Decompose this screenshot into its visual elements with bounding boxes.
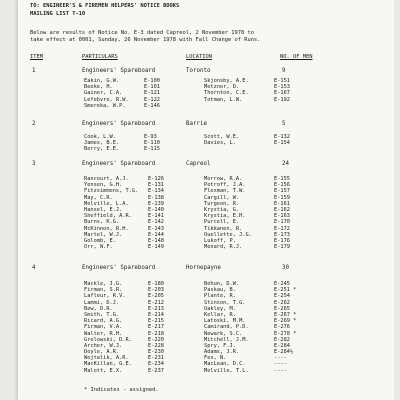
list-item: Lafleur, R.V. xyxy=(84,293,126,300)
section-1-right-numbers xyxy=(274,78,290,103)
list-item: Fex, N. xyxy=(204,355,227,362)
list-item: Martel, W.J. xyxy=(84,231,123,238)
list-item: ---- xyxy=(274,361,287,368)
list-item: Newark, S.C. xyxy=(204,330,243,337)
list-item: Tikkanen, R. xyxy=(204,225,243,232)
section-1-item: 1 xyxy=(32,68,36,74)
list-item: Gainer, C.A. xyxy=(84,90,123,97)
list-item: E-203 xyxy=(148,287,164,294)
list-item: Berry, E.E. xyxy=(84,146,120,153)
list-item: E-153 xyxy=(274,84,290,91)
list-item: Firman, S.R. xyxy=(84,287,123,294)
section-2-left-names xyxy=(84,134,119,153)
list-item: E-262 xyxy=(274,299,290,306)
list-item: Krystia, G. xyxy=(204,206,240,213)
list-item: E-151 xyxy=(274,78,290,84)
list-item: E-170 xyxy=(274,219,290,226)
list-item: E-220 xyxy=(148,336,164,343)
list-item: E-148 xyxy=(148,237,164,244)
list-item: Lukoff, P. xyxy=(204,237,236,244)
list-item: Mackle, J.G. xyxy=(84,281,123,287)
list-item: McKinnon, R.H. xyxy=(84,225,129,232)
section-1-left-numbers xyxy=(144,78,160,109)
list-item: E-212 xyxy=(148,299,164,306)
to-line: TO: ENGINEER'S & FIREMEN HELPERS' NOTICE BOOKS xyxy=(30,3,180,9)
list-item: Davies, L. xyxy=(204,140,236,147)
list-item: E-214 xyxy=(148,311,164,318)
list-item: E-154 xyxy=(274,140,290,147)
list-item: E-162 xyxy=(274,206,290,213)
list-item: Latoski, M.M. xyxy=(204,318,246,325)
section-4-right-numbers xyxy=(274,281,296,374)
list-item: MacLean, D.C. xyxy=(204,361,246,368)
list-item: E-231 xyxy=(148,355,164,362)
list-item: Lefebvre, R.W. xyxy=(84,96,129,103)
list-item: Melville, T.L. xyxy=(204,367,249,374)
list-item: E-230 xyxy=(148,349,164,356)
list-item: E-110 xyxy=(144,140,160,147)
list-item: E-176 xyxy=(274,237,290,244)
column-header-particulars: PARTICULARS xyxy=(82,54,118,60)
section-2-right-names xyxy=(204,134,239,146)
intro-line-2: take effect at 0001, Sunday, 26 November 1978 with Fall Change of Runs. xyxy=(30,37,261,43)
list-item: Adams, J.R. xyxy=(204,349,240,356)
list-item: E-284½ xyxy=(274,349,294,356)
list-item: Firman, V.A. xyxy=(84,324,123,331)
list-item: E-173 xyxy=(274,231,290,238)
list-item: Morrow, R.A. xyxy=(204,176,243,182)
list-item: Bew, D.R. xyxy=(84,305,113,312)
list-item: E-282 xyxy=(274,336,290,343)
section-1-count: 9 xyxy=(282,68,286,74)
list-item: Menard, R.J. xyxy=(204,244,243,251)
list-item: E-122 xyxy=(144,96,160,103)
list-item: Doyle, A.R. xyxy=(84,349,120,356)
section-3-item: 3 xyxy=(32,161,36,167)
list-item: Grelowski, D.R. xyxy=(84,336,132,343)
section-3-right-names xyxy=(204,176,252,250)
list-item: E-146 xyxy=(144,102,160,109)
list-item: E-245 xyxy=(274,281,290,287)
list-item: E-121 xyxy=(144,90,160,97)
list-item: Melville, L.A. xyxy=(84,200,129,207)
section-4-right-names xyxy=(204,281,249,374)
list-item: Wojtalik, A.R. xyxy=(84,355,129,362)
list-item: E-142 xyxy=(148,219,164,226)
list-item: Turgeon, R. xyxy=(204,200,240,207)
list-item: E-134 xyxy=(148,188,164,195)
list-item: Archer, W.J. xyxy=(84,342,123,349)
list-item: Walter, R.H. xyxy=(84,330,123,337)
section-3-right-numbers xyxy=(274,176,290,250)
list-item: Ouellette, J.G. xyxy=(204,231,252,238)
list-item: Eakin, G.W. xyxy=(84,78,120,84)
list-item: E-228 xyxy=(148,342,164,349)
section-2-location: Barrie xyxy=(186,121,207,127)
list-item: E-172 xyxy=(274,225,290,232)
section-2-particulars: Engineers' Spareboard xyxy=(82,121,156,127)
list-item: Plante, R. xyxy=(204,293,236,300)
section-3-count: 24 xyxy=(282,161,289,167)
list-item: E-218 xyxy=(148,330,164,337)
list-item: Smereka, W.P. xyxy=(84,102,126,109)
section-2-item: 2 xyxy=(32,121,36,127)
list-item: Petroff, J.A. xyxy=(204,182,246,189)
list-item: E-159 xyxy=(274,194,290,201)
list-item: E-254 xyxy=(274,293,290,300)
list-item: Flexman, T.W. xyxy=(204,188,246,195)
mailing-list-line: MAILING LIST T-10 xyxy=(30,11,86,17)
list-item: Hansel, E.J. xyxy=(84,206,123,213)
list-item: Mitchell, J.M. xyxy=(204,336,249,343)
section-1-particulars: Engineers' Spareboard xyxy=(82,68,156,74)
notice-page xyxy=(18,0,394,400)
section-1-location: Toronto xyxy=(186,68,211,74)
list-item: E-163 xyxy=(274,213,290,220)
list-item: E-161 xyxy=(274,200,290,207)
list-item: E-149 xyxy=(148,244,164,251)
list-item: Golomb, E. xyxy=(84,237,116,244)
section-2-count: 5 xyxy=(282,121,286,127)
list-item: E-141 xyxy=(148,213,164,220)
list-item: Krystia, E.H. xyxy=(204,213,246,220)
list-item: E-138 xyxy=(148,194,164,201)
list-item: E-278 * xyxy=(274,330,297,337)
section-4-left-numbers xyxy=(148,281,164,374)
list-item: E-234 xyxy=(148,361,164,368)
list-item: E-276 xyxy=(274,324,290,331)
section-2-right-numbers xyxy=(274,134,290,146)
intro-line-1: Below are results of Notice No. E-3 dated Capreol, 2 November 1978 to xyxy=(30,30,254,36)
list-item: ---- xyxy=(274,367,287,374)
list-item: Burns, K.G. xyxy=(84,219,120,226)
column-header-no-of-men: NO. OF MEN xyxy=(280,54,313,60)
list-item: E-237 xyxy=(148,367,164,374)
section-4-particulars: Engineers' Spareboard xyxy=(82,265,156,271)
list-item: E-157 xyxy=(274,188,290,195)
list-item: Metznor, D. xyxy=(204,84,240,91)
list-item: Cook, L.W. xyxy=(84,134,116,140)
list-item: E-215 xyxy=(148,318,164,325)
list-item: ---- xyxy=(274,355,287,362)
list-item: E-101 xyxy=(144,84,160,91)
list-item: E-217 xyxy=(148,324,164,331)
list-item: Lammi, D.J. xyxy=(84,299,120,306)
section-4-item: 4 xyxy=(32,265,36,271)
column-header-location: LOCATION xyxy=(186,54,212,60)
section-4-location: Hornepayne xyxy=(186,265,221,271)
list-item: Yensen, G.H. xyxy=(84,182,123,189)
section-3-particulars: Engineers' Spareboard xyxy=(82,161,156,167)
list-item: Purcell, E. xyxy=(204,219,240,226)
list-item: E-180 xyxy=(148,281,164,287)
list-item: Camirand, P.D. xyxy=(204,324,249,331)
list-item: Smith, T.G. xyxy=(84,311,120,318)
list-item: Kellar, R. xyxy=(204,311,236,318)
list-item: May, C.R. xyxy=(84,194,113,201)
list-item: Totman, L.W. xyxy=(204,96,243,103)
list-item: E-131 xyxy=(148,182,164,189)
list-item: E-139 xyxy=(148,200,164,207)
list-item: E-155 xyxy=(274,176,290,182)
list-item: Paskau, B. xyxy=(204,287,236,294)
list-item: E-93 xyxy=(144,134,157,140)
footnote: * Indicates - assigned. xyxy=(84,387,159,393)
section-2-left-numbers xyxy=(144,134,160,153)
list-item: E-265 xyxy=(274,305,290,312)
list-item: Cargill, W. xyxy=(204,194,240,201)
section-1-right-names xyxy=(204,78,249,103)
list-item: Skjonsby, A.E. xyxy=(204,78,249,84)
list-item: E-132 xyxy=(274,134,290,140)
list-item: Thornton, C.E. xyxy=(204,90,249,97)
list-item: E-143 xyxy=(148,225,164,232)
list-item: Stinson, T.G. xyxy=(204,299,246,306)
section-3-left-names xyxy=(84,176,138,250)
list-item: E-192 xyxy=(274,96,290,103)
list-item: E-284 xyxy=(274,342,290,349)
list-item: E-167 xyxy=(274,90,290,97)
list-item: E-213 xyxy=(148,305,164,312)
list-item: E-179 xyxy=(274,244,290,251)
list-item: Behun, D.W. xyxy=(204,281,240,287)
list-item: Sheffield, A.R. xyxy=(84,213,132,220)
list-item: Oakley, M. xyxy=(204,305,236,312)
list-item: Ricard, A.G. xyxy=(84,318,123,325)
section-1-left-names xyxy=(84,78,129,109)
list-item: Rancourt, A.J. xyxy=(84,176,129,182)
section-4-count: 30 xyxy=(282,265,289,271)
list-item: E-156 xyxy=(274,182,290,189)
list-item: James, B.E. xyxy=(84,140,120,147)
list-item: E-205 xyxy=(148,293,164,300)
list-item: MacKillan, G.E. xyxy=(84,361,132,368)
list-item: E-144 xyxy=(148,231,164,238)
column-header-item: ITEM xyxy=(30,54,43,60)
section-3-location: Capreol xyxy=(186,161,211,167)
list-item: E-140 xyxy=(148,206,164,213)
list-item: E-269 * xyxy=(274,318,297,325)
list-item: E-126 xyxy=(148,176,164,182)
list-item: Spry, F.J. xyxy=(204,342,236,349)
section-4-left-names xyxy=(84,281,132,374)
list-item: E-100 xyxy=(144,78,160,84)
section-3-left-numbers xyxy=(148,176,164,250)
list-item: E-115 xyxy=(144,146,160,153)
list-item: Scott, W.E. xyxy=(204,134,240,140)
list-item: Malott, E.X. xyxy=(84,367,123,374)
list-item: Orr, W.F. xyxy=(84,244,113,251)
list-item: E-251 * xyxy=(274,287,297,294)
list-item: E-267 * xyxy=(274,311,297,318)
list-item: Fitzsimmons, T.G. xyxy=(84,188,139,195)
list-item: Beeke, H. xyxy=(84,84,113,91)
